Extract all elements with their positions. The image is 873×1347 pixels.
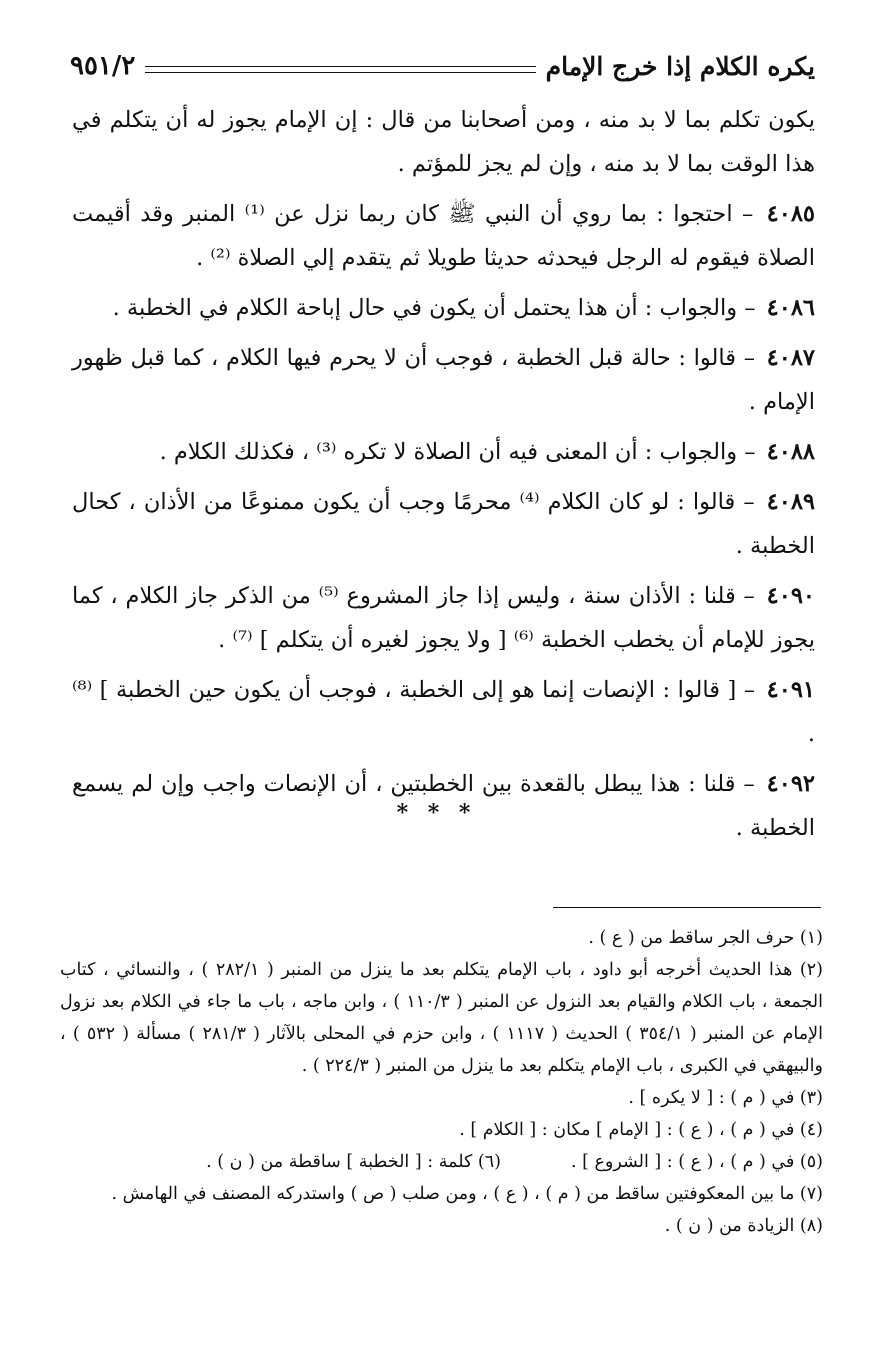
paragraph-4089 (72, 480, 815, 568)
paragraph-number: ٤٠٩١ (766, 677, 815, 703)
paragraph-text: يكون تكلم بما لا بد منه ، ومن أصحابنا من قال : إن الإمام يجوز له أن يتكلم في هذا الوقت بما لا بد منه ، وإن لم يجز للمؤتم . (72, 107, 815, 177)
paragraph-number: ٤٠٨٧ (766, 345, 816, 371)
footnote-rule (553, 907, 821, 908)
paragraph-4087 (72, 336, 815, 424)
running-header (70, 46, 815, 86)
paragraph-text: – [ قالوا : الإنصات إنما هو إلى الخطبة ، فوجب أن يكون حين الخطبة ] ⁽⁸⁾ . (72, 677, 815, 747)
footnote-4: (٤) في ( م ) ، ( ع ) : [ الإمام ] مكان : [ الكلام ] . (459, 1120, 823, 1140)
paragraph-text: – قالوا : حالة قبل الخطبة ، فوجب أن لا يحرم فيها الكلام ، كما قبل ظهور الإمام . (72, 345, 815, 415)
paragraph-number: ٤٠٨٦ (766, 295, 815, 321)
paragraph-continuation (72, 98, 815, 186)
paragraph-number: ٤٠٨٥ (766, 201, 815, 227)
footnote-7: (٧) ما بين المعكوفتين ساقط من ( م ) ، ( ع ) ، ومن صلب ( ص ) واستدركه المصنف في الهامش . (111, 1184, 823, 1204)
paragraph-4086 (72, 286, 815, 330)
paragraph-text: – قلنا : هذا يبطل بالقعدة بين الخطبتين ، أن الإنصات واجب وإن لم يسمع الخطبة . (72, 771, 815, 841)
footnote-8: (٨) الزيادة من ( ن ) . (664, 1216, 823, 1236)
paragraph-4085 (72, 192, 815, 280)
page-number: ٩٥١/٢ (70, 51, 136, 81)
paragraph-number: ٤٠٩٢ (766, 771, 816, 797)
paragraph-number: ٤٠٩٠ (766, 583, 815, 609)
section-separator: * * * (396, 800, 477, 826)
paragraph-4088 (72, 430, 815, 474)
main-text (72, 98, 815, 856)
paragraph-number: ٤٠٨٨ (766, 439, 815, 465)
paragraph-text: – قلنا : الأذان سنة ، وليس إذا جاز المشروع ⁽⁵⁾ من الذكر جاز الكلام ، كما يجوز للإمام أن يخطب الخطبة ⁽⁶⁾ [ ولا يجوز لغيره أن يتكلم ] ⁽⁷⁾ . (72, 583, 815, 653)
paragraph-text: – احتجوا : بما روي أن النبي ﷺ كان ربما نزل عن ⁽¹⁾ المنبر وقد أقيمت الصلاة فيقوم له الرجل فيحدثه حديثا طويلا ثم يتقدم إلي الصلاة ⁽²⁾ . (72, 201, 815, 271)
paragraph-4090 (72, 574, 815, 662)
footnote-row-5-6 (60, 1146, 823, 1178)
footnotes (60, 922, 823, 1242)
footnote-5: (٥) في ( م ) ، ( ع ) : [ الشروع ] . (570, 1152, 823, 1172)
footnote-6: (٦) كلمة : [ الخطبة ] ساقطة من ( ن ) . (206, 1152, 501, 1172)
header-rule (145, 66, 535, 73)
paragraph-number: ٤٠٨٩ (766, 489, 815, 515)
header-title: يكره الكلام إذا خرج الإمام (545, 51, 815, 81)
paragraph-text: – والجواب : أن المعنى فيه أن الصلاة لا تكره ⁽³⁾ ، فكذلك الكلام . (159, 439, 756, 465)
paragraph-4091 (72, 668, 815, 756)
footnote-3: (٣) في ( م ) : [ لا يكره ] . (628, 1088, 823, 1108)
footnote-1: (١) حرف الجر ساقط من ( ع ) . (588, 928, 823, 948)
paragraph-text: – والجواب : أن هذا يحتمل أن يكون في حال إباحة الكلام في الخطبة . (112, 295, 756, 321)
footnote-2: (٢) هذا الحديث أخرجه أبو داود ، باب الإمام يتكلم بعد ما ينزل من المنبر ( ٢٨٢/١ ) ، والنسائي ، كتاب الجمعة ، باب الكلام والقيام بعد النزول عن المنبر ( ١١٠/٣ ) ، وابن ماجه ، باب ما جاء في الكلام بعد نزول الإمام عن المنبر ( ٣٥٤/١ ) الحديث ( ١١١٧ ) ، وابن حزم في المحلى بالآثار ( ٢٨١/٣ ) مسألة ( ٥٣٢ ) ، والبيهقي في الكبرى ، باب الإمام يتكلم بعد ما ينزل من المنبر ( ٢٢٤/٣ ) . (60, 960, 824, 1076)
paragraph-text: – قالوا : لو كان الكلام ⁽⁴⁾ محرمًا وجب أن يكون ممنوعًا من الأذان ، كحال الخطبة . (72, 489, 815, 559)
